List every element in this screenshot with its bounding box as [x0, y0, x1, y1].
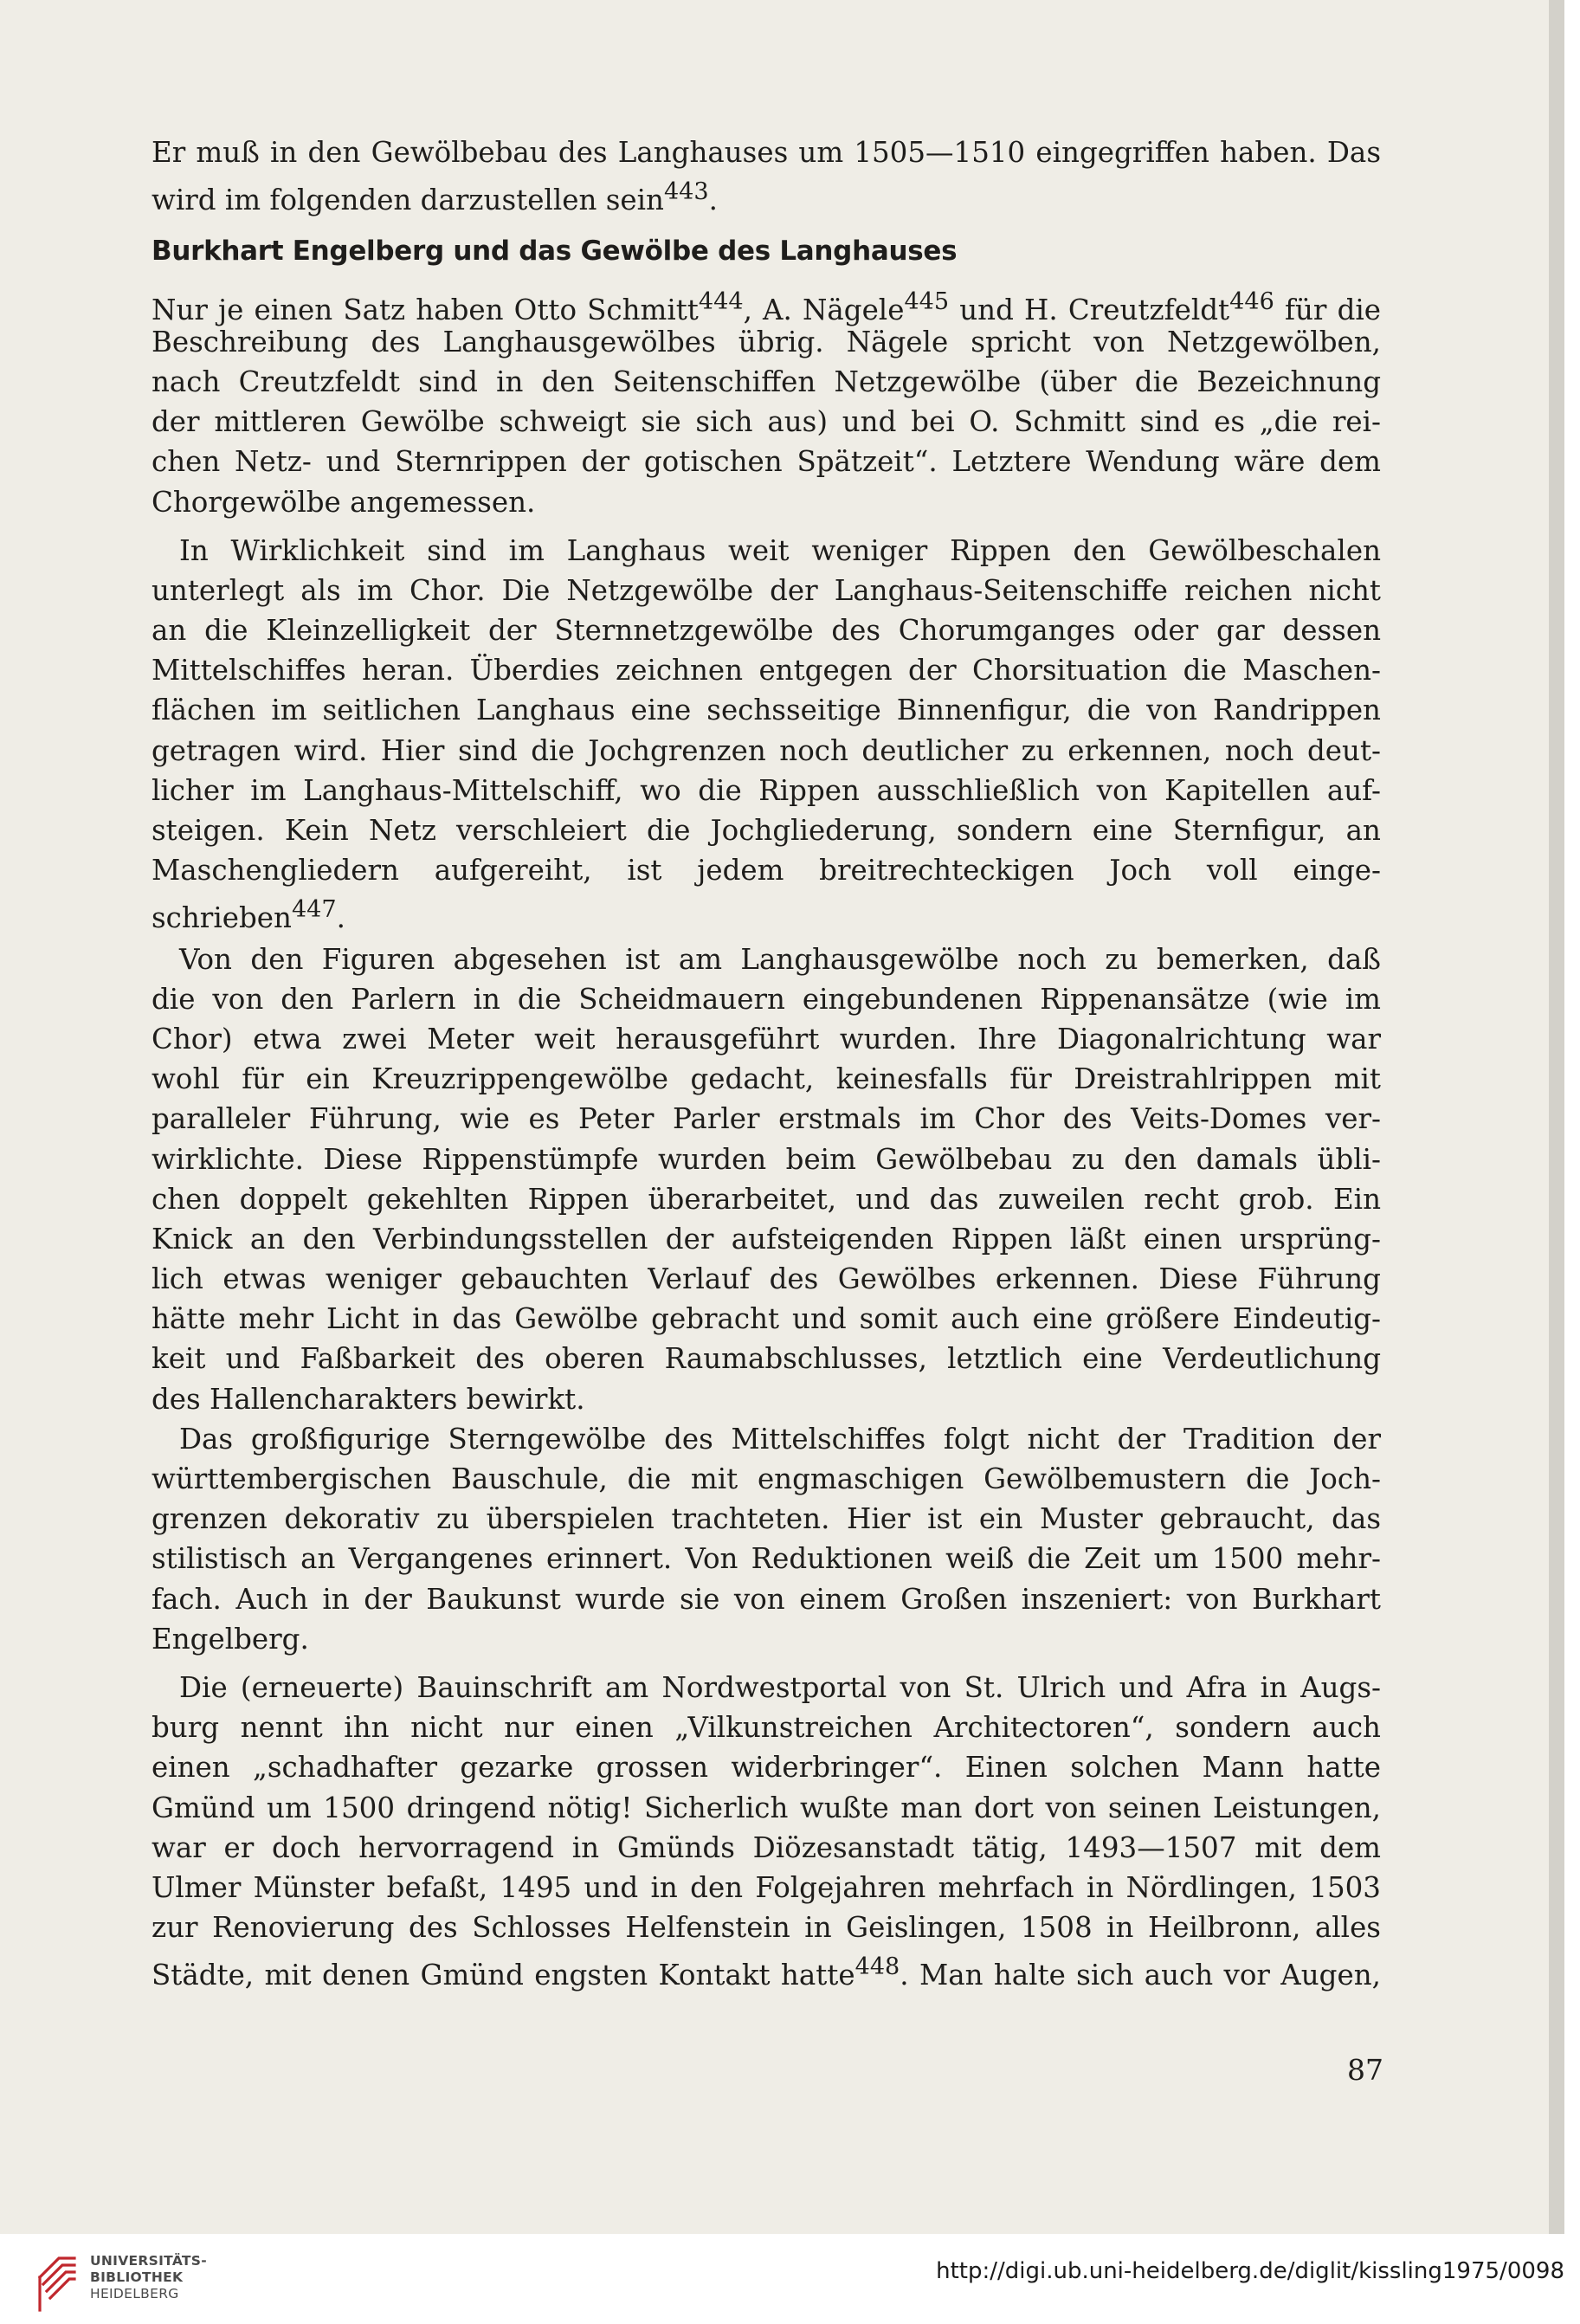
text-line: württembergischen Bauschule, die mit engmaschigen Gewölbemustern die Joch- [152, 1462, 1381, 1495]
paragraph-gap [152, 1659, 1381, 1668]
text-line: licher im Langhaus-Mittelschiff, wo die Rippen ausschließlich von Kapitellen auf- [152, 773, 1381, 807]
footnote-ref-444[interactable]: 444 [698, 287, 744, 315]
text-line: grenzen dekorativ zu überspielen trachteten. Hier ist ein Muster gebraucht, das [152, 1502, 1381, 1536]
library-name-line: HEIDELBERG [90, 2286, 179, 2301]
text-line: schrieben$^{447}$. [152, 896, 345, 935]
text-line: war er doch hervorragend in Gmünds Diözesanstadt tätig, 1493—1507 mit dem [152, 1830, 1381, 1864]
text-line: Nur je einen Satz haben Otto Schmitt$^{444}$, A. Nägele$^{445}$ und H. Creutzfeldt$^{446}$ für die [152, 287, 1381, 326]
text-line: Städte, mit denen Gmünd engsten Kontakt hatte$^{448}$. Man halte sich auch vor Augen, [152, 1953, 1381, 1992]
text-line: unterlegt als im Chor. Die Netzgewölbe der Langhaus-Seitenschiffe reichen nicht [152, 573, 1381, 607]
section-heading: Burkhart Engelberg und das Gewölbe des Langhauses [152, 236, 958, 268]
text-line: Knick an den Verbindungsstellen der aufsteigenden Rippen läßt einen ursprüng- [152, 1222, 1381, 1256]
text-line: Das großfigurige Sterngewölbe des Mittelschiffes folgt nicht der Tradition der [179, 1422, 1381, 1456]
text-line: chen Netz- und Sternrippen der gotischen Spätzeit“. Letztere Wendung wäre dem [152, 445, 1381, 479]
text-line: stilistisch an Vergangenes erinnert. Von Reduktionen weiß die Zeit um 1500 mehr- [152, 1542, 1381, 1576]
library-name-line: BIBLIOTHEK [90, 2269, 184, 2285]
footnote-ref-447[interactable]: 447 [291, 896, 337, 924]
text-line: Mittelschiffes heran. Überdies zeichnen entgegen der Chorsituation die Maschen- [152, 654, 1381, 688]
text-line: Beschreibung des Langhausgewölbes übrig. Nägele spricht von Netzgewölben, [152, 325, 1381, 358]
footnote-ref-448[interactable]: 448 [854, 1953, 900, 1981]
text-line: getragen wird. Hier sind die Jochgrenzen noch deutlicher zu erkennen, noch deut- [152, 733, 1381, 767]
text-line: burg nennt ihn nicht nur einen „Vilkunstreichen Architectoren“, sondern auch [152, 1711, 1381, 1745]
text-line: nach Creutzfeldt sind in den Seitenschiffen Netzgewölbe (über die Bezeichnung [152, 365, 1381, 398]
text-line: wohl für ein Kreuzrippengewölbe gedacht, keinesfalls für Dreistrahlrippen mit [152, 1062, 1381, 1096]
text-line: wird im folgenden darzustellen sein$^{443}$. [152, 178, 718, 217]
text-line: Chor) etwa zwei Meter weit herausgeführt wurden. Ihre Diagonalrichtung war [152, 1022, 1381, 1055]
text-line: steigen. Kein Netz verschleiert die Jochgliederung, sondern eine Sternfigur, an [152, 814, 1381, 847]
ub-heidelberg-logo-icon [35, 2243, 80, 2314]
text-line: Von den Figuren abgesehen ist am Langhausgewölbe noch zu bemerken, daß [179, 942, 1381, 976]
text-line: hätte mehr Licht in das Gewölbe gebracht und somit auch eine größere Eindeutig- [152, 1302, 1381, 1336]
text-line: Ulmer Münster befaßt, 1495 und in den Folgejahren mehrfach in Nördlingen, 1503 [152, 1870, 1381, 1904]
text-line: Er muß in den Gewölbebau des Langhauses um 1505—1510 eingegriffen haben. Das [152, 136, 1381, 169]
viewer-footer [0, 2234, 1580, 2324]
text-line: lich etwas weniger gebauchten Verlauf des Gewölbes erkennen. Diese Führung [152, 1262, 1381, 1296]
text-line: zur Renovierung des Schlosses Helfenstein in Geislingen, 1508 in Heilbronn, alles [152, 1911, 1381, 1945]
text-line: an die Kleinzelligkeit der Sternnetzgewölbe des Chorumganges oder gar dessen [152, 614, 1381, 648]
footnote-ref-445[interactable]: 445 [904, 287, 950, 315]
source-url-link[interactable]: http://digi.ub.uni-heidelberg.de/diglit/kissling1975/0098 [936, 2258, 1564, 2284]
text-line: In Wirklichkeit sind im Langhaus weit weniger Rippen den Gewölbeschalen [179, 533, 1381, 567]
footnote-ref-443[interactable]: 443 [663, 178, 709, 206]
text-line: fach. Auch in der Baukunst wurde sie von einem Großen inszeniert: von Burkhart [152, 1582, 1381, 1616]
footnote-ref-446[interactable]: 446 [1229, 287, 1274, 315]
page-number: 87 [1347, 2053, 1383, 2087]
text-line: flächen im seitlichen Langhaus eine sechsseitige Binnenfigur, die von Randrippen [152, 694, 1381, 727]
body-text [152, 132, 1381, 1992]
text-line: die von den Parlern in die Scheidmauern eingebundenen Rippenansätze (wie im [152, 982, 1381, 1016]
text-line: einen „schadhafter gezarke grossen widerbringer“. Einen solchen Mann hatte [152, 1751, 1381, 1785]
library-name-line: UNIVERSITÄTS- [90, 2253, 208, 2269]
text-line: Maschengliedern aufgereiht, ist jedem breitrechteckigen Joch voll einge- [152, 854, 1381, 888]
text-line: chen doppelt gekehlten Rippen überarbeitet, und das zuweilen recht grob. Ein [152, 1182, 1381, 1216]
text-line: wirklichte. Diese Rippenstümpfe wurden beim Gewölbebau zu den damals übli- [152, 1142, 1381, 1176]
text-line: Chorgewölbe angemessen. [152, 485, 536, 519]
text-line: Engelberg. [152, 1622, 309, 1656]
paragraph-gap [152, 522, 1381, 531]
library-name [90, 2253, 207, 2302]
text-line: der mittleren Gewölbe schweigt sie sich aus) und bei O. Schmitt sind es „die rei- [152, 405, 1381, 439]
text-line: keit und Faßbarkeit des oberen Raumabschlusses, letztlich eine Verdeutlichung [152, 1342, 1381, 1376]
text-line: des Hallencharakters bewirkt. [152, 1382, 585, 1416]
text-line: Die (erneuerte) Bauinschrift am Nordwestportal von St. Ulrich und Afra in Augs- [179, 1670, 1381, 1704]
text-line: Gmünd um 1500 dringend nötig! Sicherlich wußte man dort von seinen Leistungen, [152, 1791, 1381, 1824]
text-line: paralleler Führung, wie es Peter Parler erstmals im Chor des Veits-Domes ver- [152, 1102, 1381, 1136]
page-edge-shadow [1549, 0, 1564, 2234]
